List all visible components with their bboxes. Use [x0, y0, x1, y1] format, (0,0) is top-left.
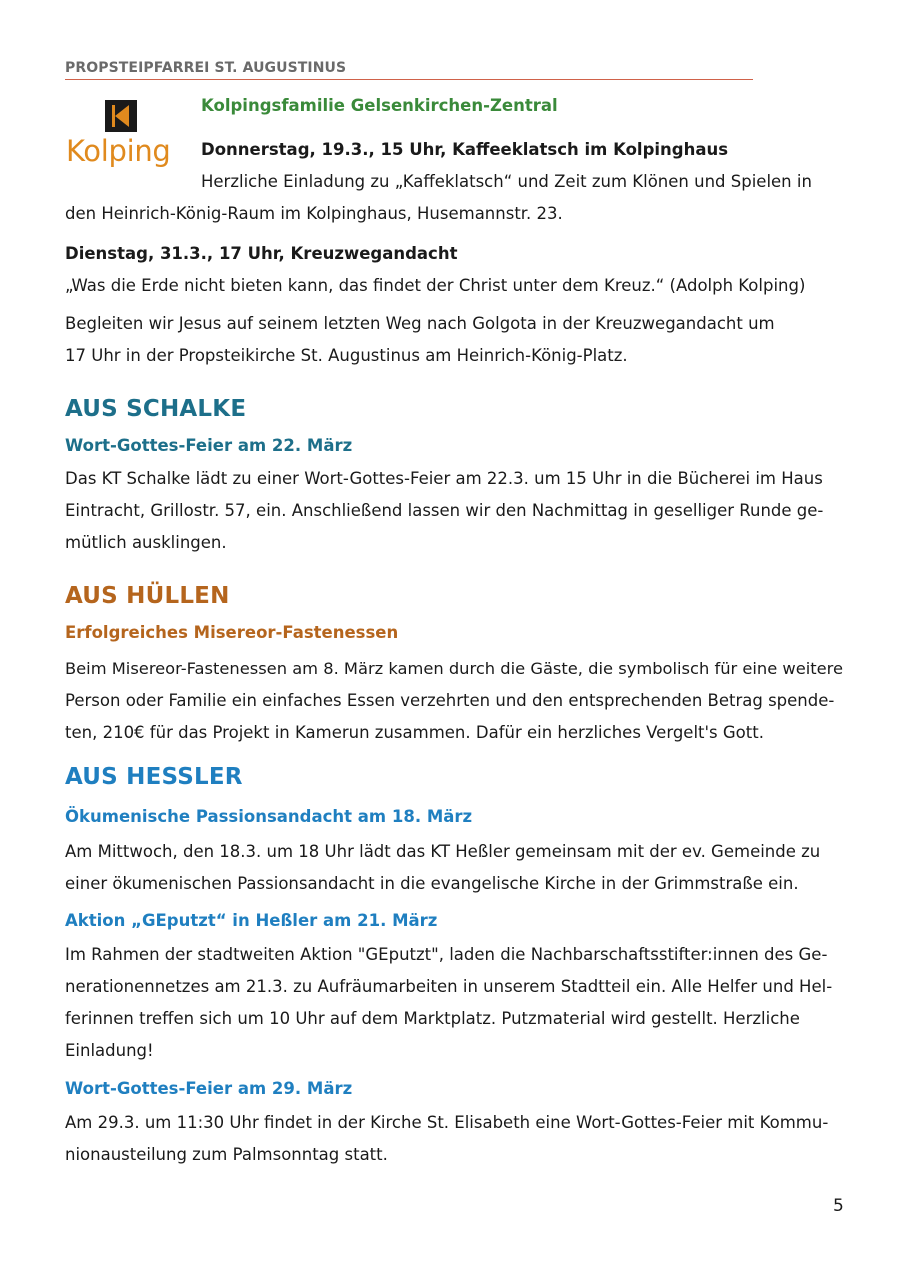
huellen-text-line1: Beim Misereor-Fastenessen am 8. März kamen durch die Gäste, die symbolisch für eine weitere	[65, 659, 844, 678]
hessler-s3-line2: nionausteilung zum Palmsonntag statt.	[65, 1145, 388, 1164]
hessler-s2-line2: nerationennetzes am 21.3. zu Aufräumarbeiten in unserem Stadtteil ein. Alle Helfer und Hel-	[65, 977, 833, 996]
hessler-subheading-3: Wort-Gottes-Feier am 29. März	[65, 1079, 353, 1098]
event1-text-line2: den Heinrich-König-Raum im Kolpinghaus, Husemannstr. 23.	[65, 204, 563, 223]
hessler-s1-line1: Am Mittwoch, den 18.3. um 18 Uhr lädt das KT Heßler gemeinsam mit der ev. Gemeinde zu	[65, 842, 821, 861]
event1-text-line1: Herzliche Einladung zu „Kaffeklatsch“ und Zeit zum Klönen und Spielen in	[201, 172, 812, 191]
page-number: 5	[833, 1196, 844, 1216]
header-rule	[65, 79, 753, 80]
event2-text-line2: 17 Uhr in der Propsteikirche St. Augustinus am Heinrich-König-Platz.	[65, 346, 628, 365]
event2-title: Dienstag, 31.3., 17 Uhr, Kreuzwegandacht	[65, 244, 458, 263]
hessler-s2-line1: Im Rahmen der stadtweiten Aktion "GEputzt", laden die Nachbarschaftsstifter:innen des Ge-	[65, 945, 828, 964]
kolping-logo-icon	[105, 100, 137, 132]
heading-hessler: AUS HESSLER	[65, 764, 243, 790]
page-header: PROPSTEIPFARREI ST. AUGUSTINUS	[65, 60, 347, 76]
hessler-s2-line4: Einladung!	[65, 1041, 154, 1060]
hessler-subheading-2: Aktion „GEputzt“ in Heßler am 21. März	[65, 911, 438, 930]
hessler-s2-line3: ferinnen treffen sich um 10 Uhr auf dem Marktplatz. Putzmaterial wird gestellt. Herzliche	[65, 1009, 800, 1028]
kolping-org-title: Kolpingsfamilie Gelsenkirchen-Zentral	[201, 96, 558, 115]
heading-huellen: AUS HÜLLEN	[65, 583, 230, 609]
kolping-logo	[66, 100, 186, 172]
schalke-text-line1: Das KT Schalke lädt zu einer Wort-Gottes-Feier am 22.3. um 15 Uhr in die Bücherei im Haus	[65, 469, 823, 488]
event2-text-line1: Begleiten wir Jesus auf seinem letzten Weg nach Golgota in der Kreuzwegandacht um	[65, 314, 775, 333]
event2-quote: „Was die Erde nicht bieten kann, das findet der Christ unter dem Kreuz.“ (Adolph Kolping)	[65, 276, 806, 295]
schalke-text-line3: mütlich ausklingen.	[65, 533, 227, 552]
event1-title: Donnerstag, 19.3., 15 Uhr, Kaffeeklatsch im Kolpinghaus	[201, 140, 729, 159]
huellen-text-line3: ten, 210€ für das Projekt in Kamerun zusammen. Dafür ein herzliches Vergelt's Gott.	[65, 723, 764, 742]
kolping-logo-text: Kolping	[66, 134, 171, 168]
hessler-subheading-1: Ökumenische Passionsandacht am 18. März	[65, 807, 473, 826]
huellen-subheading: Erfolgreiches Misereor-Fastenessen	[65, 623, 399, 642]
heading-schalke: AUS SCHALKE	[65, 396, 247, 422]
huellen-text-line2: Person oder Familie ein einfaches Essen verzehrten und den entsprechenden Betrag spende-	[65, 691, 835, 710]
hessler-s3-line1: Am 29.3. um 11:30 Uhr findet in der Kirche St. Elisabeth eine Wort-Gottes-Feier mit Kommu-	[65, 1113, 829, 1132]
schalke-text-line2: Eintracht, Grillostr. 57, ein. Anschließend lassen wir den Nachmittag in geselliger Runde ge-	[65, 501, 824, 520]
hessler-s1-line2: einer ökumenischen Passionsandacht in die evangelische Kirche in der Grimmstraße ein.	[65, 874, 799, 893]
schalke-subheading: Wort-Gottes-Feier am 22. März	[65, 436, 353, 455]
